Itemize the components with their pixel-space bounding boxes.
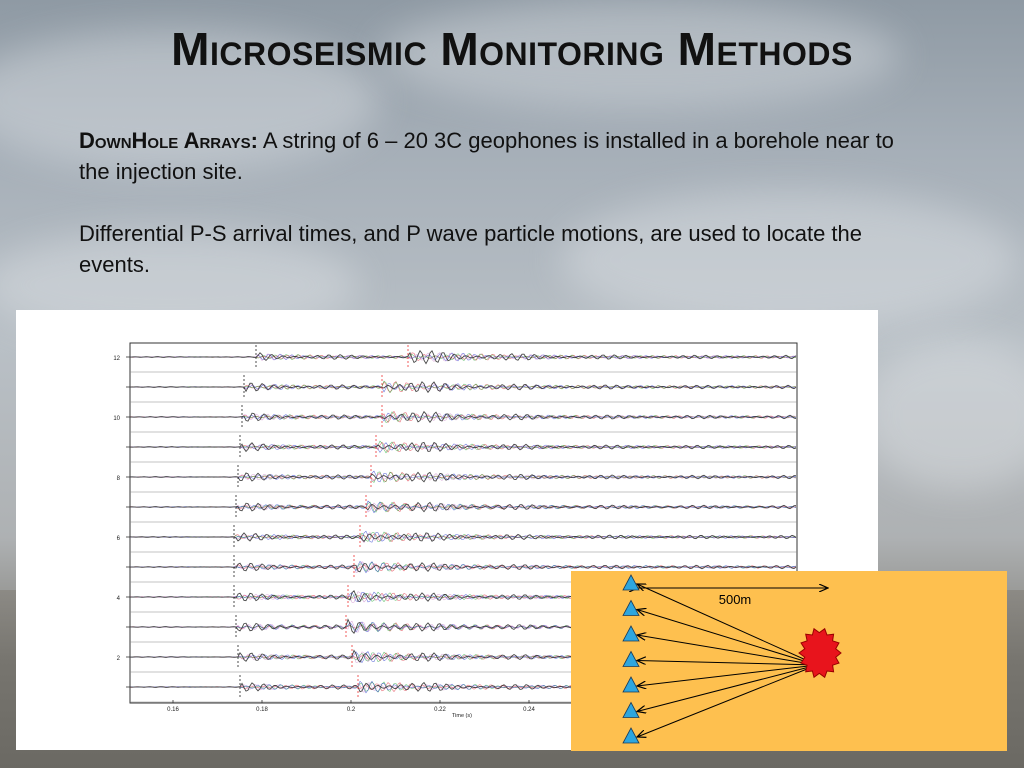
geophone-icon: [623, 703, 639, 718]
x-tick-label: 0.18: [256, 707, 268, 713]
y-tick-label: 2: [116, 656, 120, 662]
geophone-icon: [623, 652, 639, 667]
location-method-text: Differential P-S arrival times, and P wave particle motions, are used to locate the events.: [79, 221, 863, 277]
downhole-lead: DownHole Arrays:: [79, 128, 258, 153]
y-tick-label: 4: [116, 596, 120, 602]
distance-label: 500m: [718, 592, 752, 607]
slide-title: Microseismic Monitoring Methods: [171, 23, 853, 75]
y-tick-label: 12: [113, 356, 120, 362]
seismic-trace: [130, 471, 796, 482]
x-tick-label: 0.2: [346, 707, 356, 713]
geophone-icon: [623, 626, 639, 641]
ray-path-arrow: [637, 610, 817, 666]
geophone-icon: [623, 575, 639, 590]
x-tick-label: 0.22: [434, 707, 446, 713]
seismic-trace: [130, 533, 796, 543]
downhole-array-diagram: [571, 571, 1007, 751]
geophone-icon: [623, 677, 639, 692]
geophone-icon: [623, 728, 639, 743]
x-axis-label: Time (s): [452, 713, 472, 719]
y-tick-label: 10: [113, 416, 120, 422]
ray-path-arrow: [637, 661, 817, 666]
geophone-icon: [623, 601, 639, 616]
y-tick-label: 8: [116, 476, 120, 482]
ray-path-arrow: [637, 665, 817, 712]
x-tick-label: 0.16: [167, 707, 179, 713]
downhole-text: A string of 6 – 20 3C geophones is installed in a borehole near to the injection site.: [79, 128, 894, 184]
array-geometry-svg: [571, 571, 1007, 751]
y-tick-label: 6: [116, 536, 120, 542]
ray-path-arrow: [637, 635, 817, 665]
seismic-trace: [130, 412, 796, 423]
downhole-description: [79, 125, 899, 187]
x-tick-label: 0.24: [523, 707, 535, 713]
